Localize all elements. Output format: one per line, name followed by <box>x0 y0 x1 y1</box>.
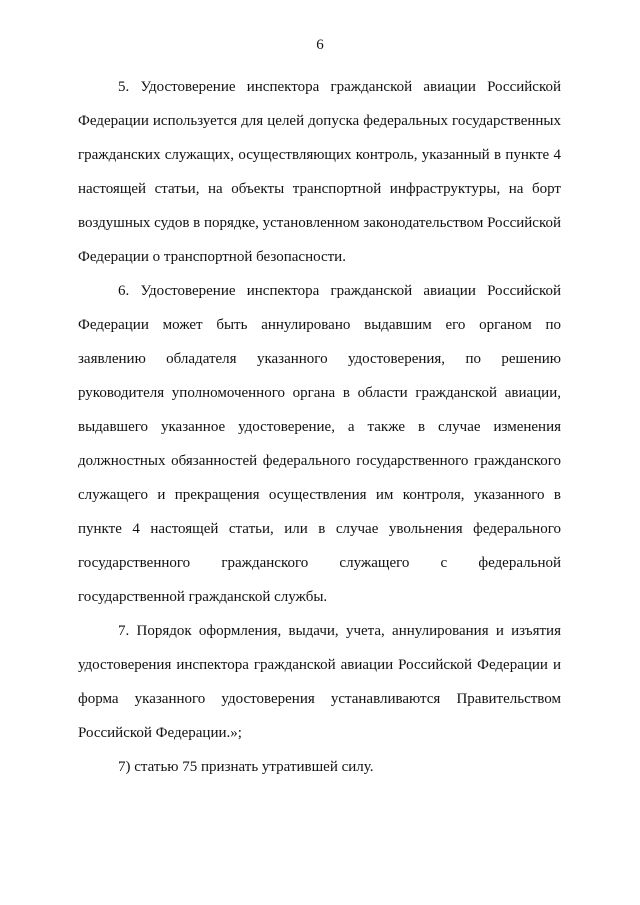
document-body <box>78 70 561 784</box>
paragraph-7: 7. Порядок оформления, выдачи, учета, аннулирования и изъятия удостоверения инспектора гражданской авиации Российской Федерации и форма указанного удостоверения устанавливаются Правительством Российской Федерации.»; <box>78 623 561 741</box>
page-number: 6 <box>316 37 324 53</box>
paragraph-6: 6. Удостоверение инспектора гражданской авиации Российской Федерации может быть аннулировано выдавшим его органом по заявлению обладателя указанного удостоверения, по решению руководителя уполномоченного органа в области гражданской авиации, выдавшего указанное удостоверение, а также в случае изменения должностных обязанностей федерального государственного гражданского служащего и прекращения осуществления им контроля, указанного в пункте 4 настоящей статьи, или в случае увольнения федерального государственного гражданского служащего с федеральной государственной гражданской службы. <box>78 283 561 605</box>
paragraph-5: 5. Удостоверение инспектора гражданской авиации Российской Федерации используется для целей допуска федеральных государственных гражданских служащих, осуществляющих контроль, указанный в пункте 4 настоящей статьи, на объекты транспортной инфраструктуры, на борт воздушных судов в порядке, установленном законодательством Российской Федерации о транспортной безопасности. <box>78 79 561 265</box>
paragraph-item-7-repeal: 7) статью 75 признать утратившей силу. <box>118 759 374 775</box>
